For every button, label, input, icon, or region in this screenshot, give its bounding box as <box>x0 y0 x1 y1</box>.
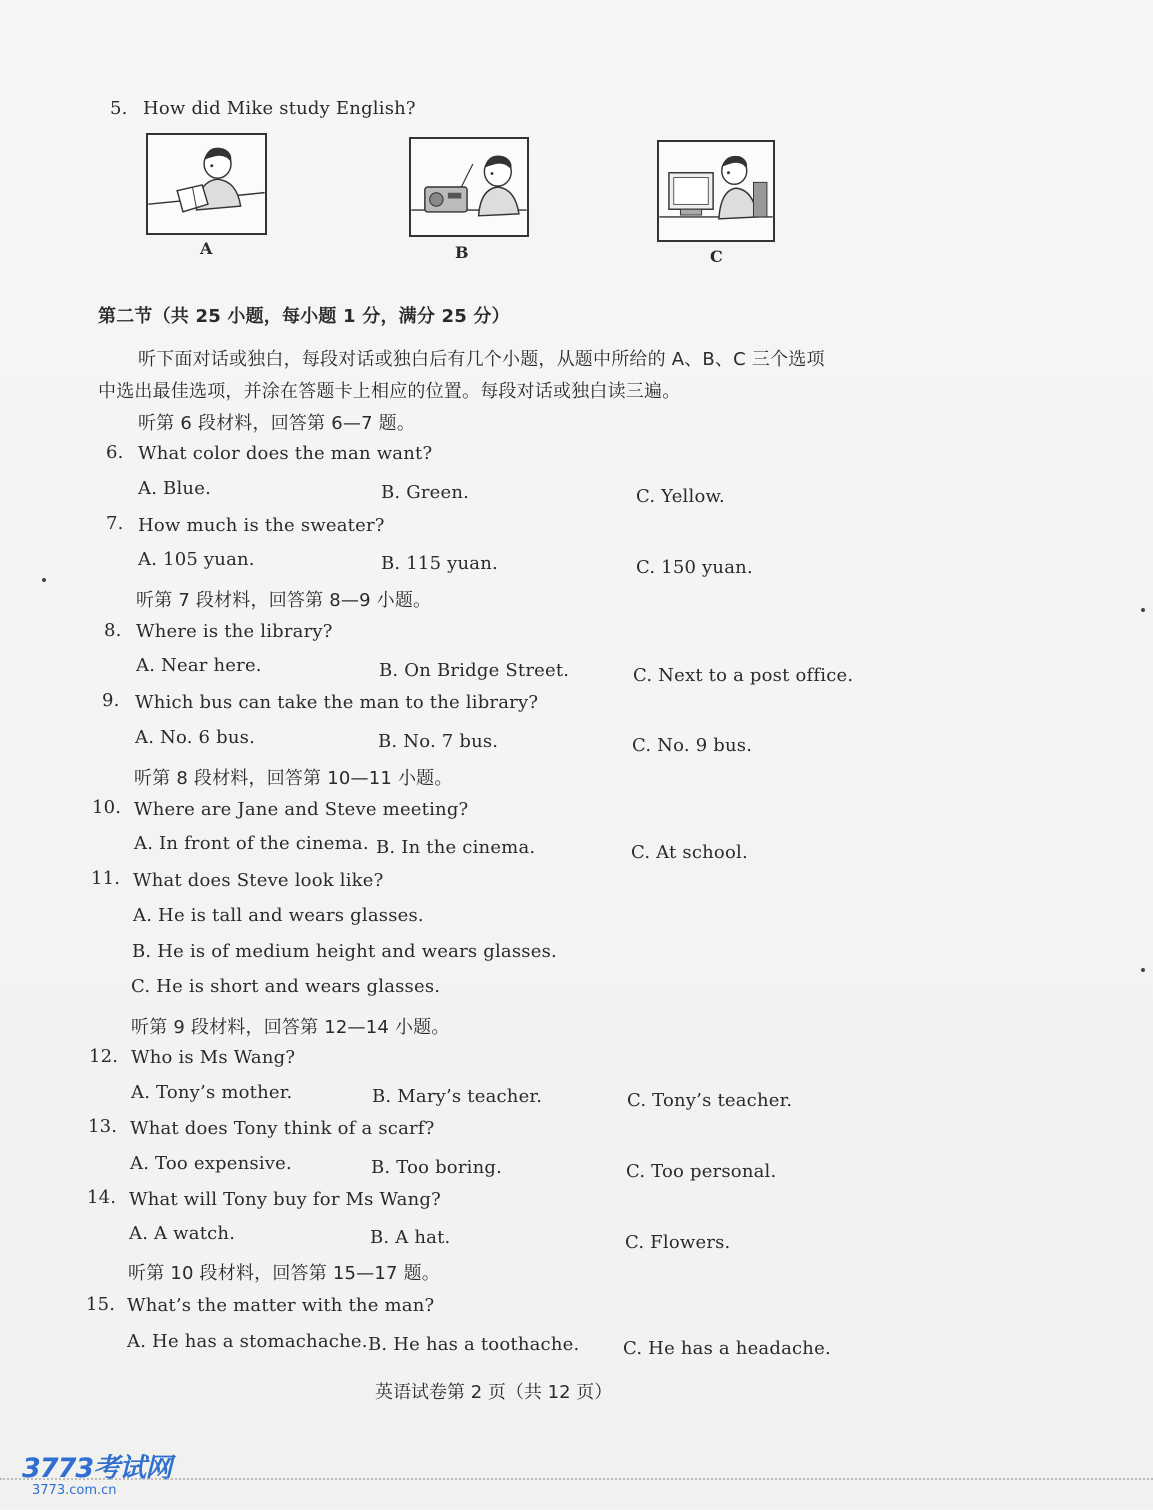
q7-option-b: B. 115 yuan. <box>381 553 498 574</box>
scan-speck <box>1141 968 1145 972</box>
q14-number: 14. <box>87 1187 117 1208</box>
q8-question: Where is the library? <box>136 621 333 642</box>
material-9: 听第 9 段材料，回答第 12—14 小题。 <box>131 1017 450 1038</box>
boy-reading-book-icon <box>148 135 265 233</box>
q8-number: 8. <box>104 620 122 641</box>
q12-option-c: C. Tony’s teacher. <box>627 1090 793 1111</box>
q10-option-a: A. In front of the cinema. <box>134 833 369 854</box>
q12-question: Who is Ms Wang? <box>131 1047 296 1068</box>
q14-option-b: B. A hat. <box>370 1227 451 1248</box>
q8-option-b: B. On Bridge Street. <box>379 660 570 681</box>
boy-listening-radio-icon <box>411 139 527 235</box>
q11-option-c: C. He is short and wears glasses. <box>131 976 441 997</box>
q11-number: 11. <box>91 868 121 889</box>
q6-option-c: C. Yellow. <box>636 486 725 507</box>
q8-option-a: A. Near here. <box>136 655 262 676</box>
picture-b-label: B <box>455 243 469 262</box>
section2-instruction-2: 中选出最佳选项，并涂在答题卡上相应的位置。每段对话或独白读三遍。 <box>98 381 681 402</box>
q9-option-a: A. No. 6 bus. <box>135 727 256 748</box>
q12-option-b: B. Mary’s teacher. <box>372 1086 543 1107</box>
q7-option-a: A. 105 yuan. <box>138 549 255 570</box>
q10-number: 10. <box>92 797 122 818</box>
boy-using-computer-icon <box>659 142 773 240</box>
section2-heading: 第二节（共 25 小题，每小题 1 分，满分 25 分） <box>98 306 510 327</box>
q11-question: What does Steve look like? <box>133 870 384 891</box>
picture-c-label: C <box>710 247 723 266</box>
material-8: 听第 8 段材料，回答第 10—11 小题。 <box>134 768 453 789</box>
q9-option-b: B. No. 7 bus. <box>378 731 499 752</box>
q12-option-a: A. Tony’s mother. <box>131 1082 293 1103</box>
q10-question: Where are Jane and Steve meeting? <box>134 799 469 820</box>
q9-question: Which bus can take the man to the library? <box>135 692 539 713</box>
q8-option-c: C. Next to a post office. <box>633 665 854 686</box>
q6-number: 6. <box>106 442 124 463</box>
page-footer: 英语试卷第 2 页（共 12 页） <box>375 1382 613 1403</box>
q13-number: 13. <box>88 1116 118 1137</box>
q13-option-a: A. Too expensive. <box>130 1153 292 1174</box>
section2-instruction-1: 听下面对话或独白，每段对话或独白后有几个小题，从题中所给的 A、B、C 三个选项 <box>138 349 825 370</box>
q7-option-c: C. 150 yuan. <box>636 557 753 578</box>
picture-b <box>409 137 529 237</box>
q7-number: 7. <box>106 513 124 534</box>
q14-question: What will Tony buy for Ms Wang? <box>129 1189 441 1210</box>
page-edge <box>0 1478 1153 1510</box>
q11-option-a: A. He is tall and wears glasses. <box>133 905 424 926</box>
q7-question: How much is the sweater? <box>138 515 385 536</box>
q9-number: 9. <box>102 690 120 711</box>
q15-number: 15. <box>86 1294 116 1315</box>
picture-a-label: A <box>200 239 213 258</box>
q6-option-a: A. Blue. <box>138 478 211 499</box>
q15-option-c: C. He has a headache. <box>623 1338 831 1359</box>
q15-question: What’s the matter with the man? <box>127 1295 435 1316</box>
q14-option-a: A. A watch. <box>129 1223 236 1244</box>
material-6: 听第 6 段材料，回答第 6—7 题。 <box>138 413 416 434</box>
material-7: 听第 7 段材料，回答第 8—9 小题。 <box>136 590 432 611</box>
q13-option-b: B. Too boring. <box>371 1157 503 1178</box>
q6-question: What color does the man want? <box>138 443 433 464</box>
scan-speck <box>42 578 46 582</box>
picture-c <box>657 140 775 242</box>
picture-a <box>146 133 267 235</box>
q10-option-b: B. In the cinema. <box>376 837 536 858</box>
q5-number: 5. <box>110 98 128 119</box>
logo-main-text: 3773考试网 <box>22 1453 172 1484</box>
q15-option-b: B. He has a toothache. <box>368 1334 580 1355</box>
q13-option-c: C. Too personal. <box>626 1161 777 1182</box>
q14-option-c: C. Flowers. <box>625 1232 731 1253</box>
q5-question: How did Mike study English? <box>143 98 416 119</box>
q6-option-b: B. Green. <box>381 482 470 503</box>
q11-option-b: B. He is of medium height and wears glasses. <box>132 941 557 962</box>
q9-option-c: C. No. 9 bus. <box>632 735 753 756</box>
q10-option-c: C. At school. <box>631 842 748 863</box>
q15-option-a: A. He has a stomachache. <box>127 1331 368 1352</box>
scan-speck <box>1141 608 1145 612</box>
logo-sub-text: 3773.com.cn <box>32 1483 117 1498</box>
q13-question: What does Tony think of a scarf? <box>130 1118 435 1139</box>
material-10: 听第 10 段材料，回答第 15—17 题。 <box>128 1263 440 1284</box>
q12-number: 12. <box>89 1046 119 1067</box>
